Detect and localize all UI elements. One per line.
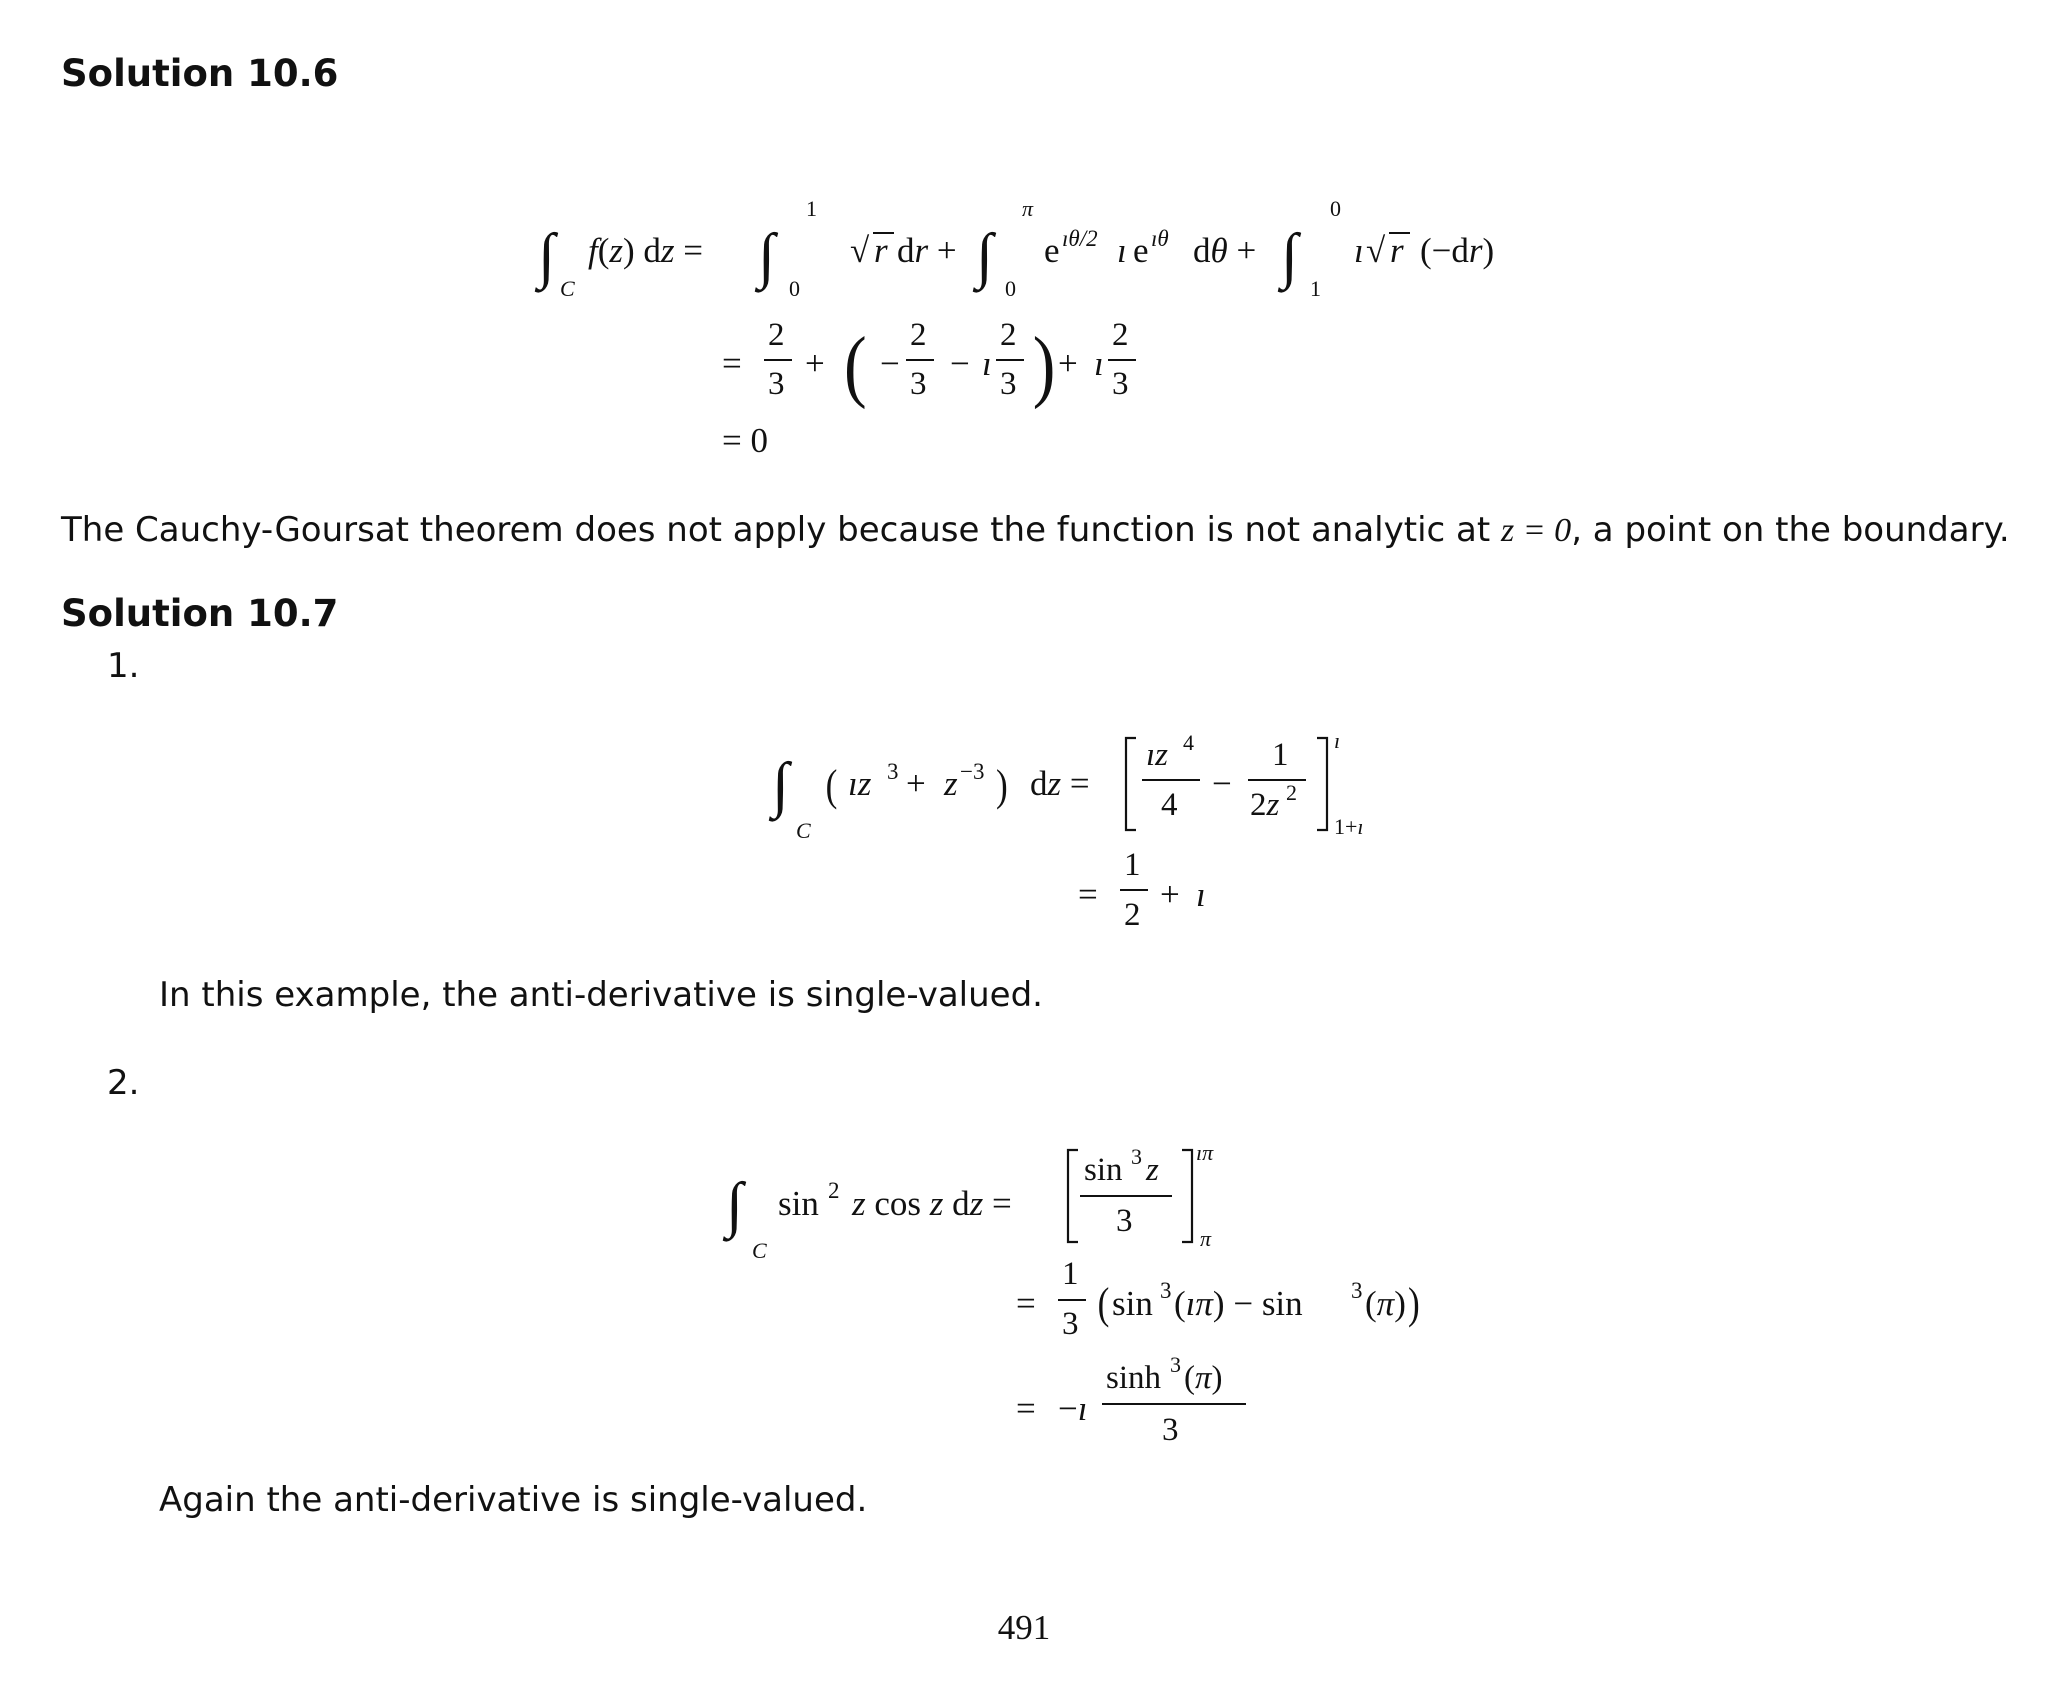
equation-2-line-1 bbox=[768, 728, 1364, 843]
item-1-note: In this example, the anti-derivative is single-valued. bbox=[159, 975, 1043, 1015]
svg-text:(π): (π) bbox=[1365, 1284, 1406, 1323]
svg-text:0: 0 bbox=[1005, 276, 1016, 301]
equation-2-line-2 bbox=[1078, 847, 1206, 933]
svg-text:−3: −3 bbox=[960, 759, 985, 784]
svg-text:1: 1 bbox=[1272, 737, 1289, 773]
svg-text:e: e bbox=[1133, 231, 1149, 270]
svg-text:3: 3 bbox=[1160, 1278, 1172, 1303]
solution-10-6-heading: Solution 10.6 bbox=[61, 52, 339, 95]
equation-1-line-2 bbox=[722, 317, 1136, 410]
svg-text:(: ( bbox=[844, 321, 867, 411]
svg-text:3: 3 bbox=[1162, 1412, 1179, 1448]
explanation-text-before: The Cauchy-Goursat theorem does not apply because the function is not analytic at bbox=[61, 510, 1501, 550]
svg-text:ı: ı bbox=[1094, 344, 1104, 383]
svg-text:ız: ız bbox=[848, 764, 872, 803]
svg-text:2z: 2z bbox=[1250, 787, 1280, 823]
svg-text:f(z) dz =: f(z) dz = bbox=[588, 231, 704, 270]
svg-text:= 0: = 0 bbox=[722, 421, 768, 460]
page-number: 491 bbox=[997, 1608, 1051, 1647]
svg-text:3: 3 bbox=[1351, 1278, 1363, 1303]
svg-text:3: 3 bbox=[1062, 1306, 1079, 1342]
solution-10-7-heading: Solution 10.7 bbox=[61, 592, 339, 635]
svg-text:=: = bbox=[722, 344, 742, 383]
svg-text:ı: ı bbox=[1354, 231, 1364, 270]
svg-text:3: 3 bbox=[1116, 1203, 1133, 1239]
svg-text:=: = bbox=[1078, 875, 1098, 914]
svg-text:ıθ: ıθ bbox=[1151, 226, 1169, 251]
svg-text:π: π bbox=[1022, 196, 1034, 221]
equation-3-line-2 bbox=[1016, 1256, 1420, 1342]
svg-text:3: 3 bbox=[910, 366, 927, 402]
svg-text:1+ı: 1+ı bbox=[1334, 814, 1364, 839]
svg-text:4: 4 bbox=[1183, 730, 1194, 755]
svg-text:): ) bbox=[1032, 321, 1056, 411]
svg-text:(π): (π) bbox=[1184, 1360, 1223, 1396]
svg-text:): ) bbox=[996, 760, 1008, 810]
svg-text:sin: sin bbox=[778, 1184, 819, 1223]
svg-text:2: 2 bbox=[1286, 780, 1297, 805]
equation-3-line-3 bbox=[1016, 1352, 1246, 1448]
svg-text:2: 2 bbox=[1112, 317, 1129, 353]
svg-text:∫: ∫ bbox=[726, 1171, 743, 1239]
svg-text:=: = bbox=[1016, 1284, 1036, 1323]
svg-text:sin: sin bbox=[1112, 1284, 1153, 1323]
explanation-math: z = 0 bbox=[1501, 512, 1572, 549]
svg-text:∫: ∫ bbox=[976, 222, 993, 290]
svg-text:2: 2 bbox=[1124, 897, 1141, 933]
item-1-number: 1. bbox=[107, 646, 140, 686]
svg-text:2: 2 bbox=[910, 317, 927, 353]
svg-text:ı: ı bbox=[982, 344, 992, 383]
svg-text:sinh: sinh bbox=[1106, 1360, 1162, 1396]
svg-text:√: √ bbox=[1366, 231, 1386, 270]
svg-text:ıθ/2: ıθ/2 bbox=[1062, 226, 1098, 251]
svg-text:z: z bbox=[1146, 1152, 1159, 1188]
svg-text:r: r bbox=[1390, 231, 1404, 270]
svg-text:C: C bbox=[752, 1238, 767, 1263]
svg-text:√: √ bbox=[850, 231, 870, 270]
svg-text:+: + bbox=[1058, 344, 1078, 383]
svg-text:∫: ∫ bbox=[758, 222, 775, 290]
svg-text:4: 4 bbox=[1161, 787, 1178, 823]
svg-text:3: 3 bbox=[768, 366, 785, 402]
svg-text:e: e bbox=[1044, 231, 1060, 270]
svg-text:C: C bbox=[796, 818, 811, 843]
svg-text:−ı: −ı bbox=[1058, 1389, 1088, 1428]
svg-text:): ) bbox=[1408, 1278, 1420, 1328]
svg-text:∫: ∫ bbox=[1281, 222, 1298, 290]
svg-text:3: 3 bbox=[887, 759, 899, 784]
svg-text:0: 0 bbox=[1330, 196, 1341, 221]
svg-text:=: = bbox=[1016, 1389, 1036, 1428]
svg-text:z: z bbox=[944, 764, 958, 803]
svg-text:∫: ∫ bbox=[538, 222, 555, 290]
svg-text:(: ( bbox=[1097, 1278, 1110, 1328]
svg-text:ı: ı bbox=[1334, 728, 1341, 753]
svg-text:3: 3 bbox=[1170, 1352, 1181, 1377]
svg-text:0: 0 bbox=[789, 276, 800, 301]
svg-text:dz =: dz = bbox=[1030, 764, 1090, 803]
svg-text:r: r bbox=[874, 231, 888, 270]
svg-text:2: 2 bbox=[828, 1178, 840, 1203]
svg-text:π: π bbox=[1200, 1226, 1212, 1251]
svg-text:sin: sin bbox=[1084, 1152, 1123, 1188]
svg-text:1: 1 bbox=[1124, 847, 1141, 883]
svg-text:ız: ız bbox=[1146, 737, 1169, 773]
svg-text:∫: ∫ bbox=[772, 751, 789, 819]
svg-text:1: 1 bbox=[1310, 276, 1321, 301]
item-2-number: 2. bbox=[107, 1063, 140, 1103]
svg-text:3: 3 bbox=[1000, 366, 1017, 402]
svg-text:+: + bbox=[1160, 875, 1180, 914]
equation-1-line-3 bbox=[722, 421, 768, 460]
svg-text:2: 2 bbox=[1000, 317, 1017, 353]
svg-text:ıπ: ıπ bbox=[1196, 1140, 1214, 1165]
svg-text:ı: ı bbox=[1196, 875, 1206, 914]
equation-1-line-1 bbox=[534, 196, 1494, 301]
svg-text:(: ( bbox=[825, 760, 838, 810]
svg-text:+: + bbox=[906, 764, 926, 803]
svg-text:ı: ı bbox=[1117, 231, 1127, 270]
svg-text:(−dr): (−dr) bbox=[1420, 231, 1495, 270]
cauchy-goursat-explanation bbox=[61, 510, 2010, 550]
equation-1 bbox=[0, 0, 2048, 480]
svg-text:3: 3 bbox=[1131, 1144, 1142, 1169]
svg-text:3: 3 bbox=[1112, 366, 1129, 402]
svg-text:2: 2 bbox=[768, 317, 785, 353]
svg-text:(ıπ) − sin: (ıπ) − sin bbox=[1174, 1284, 1303, 1323]
svg-text:−: − bbox=[880, 344, 900, 383]
svg-text:dθ +: dθ + bbox=[1193, 231, 1257, 270]
svg-text:z cos z dz =: z cos z dz = bbox=[852, 1184, 1012, 1223]
explanation-text-after: , a point on the boundary. bbox=[1571, 510, 2010, 550]
item-2-note: Again the anti-derivative is single-valued. bbox=[159, 1480, 868, 1520]
svg-text:−: − bbox=[950, 344, 970, 383]
svg-text:−: − bbox=[1212, 764, 1232, 803]
svg-text:1: 1 bbox=[806, 196, 817, 221]
svg-text:+: + bbox=[805, 344, 825, 383]
svg-text:C: C bbox=[560, 276, 575, 301]
svg-text:dr +: dr + bbox=[897, 231, 957, 270]
equation-3-line-1 bbox=[722, 1140, 1214, 1263]
svg-text:1: 1 bbox=[1062, 1256, 1079, 1292]
